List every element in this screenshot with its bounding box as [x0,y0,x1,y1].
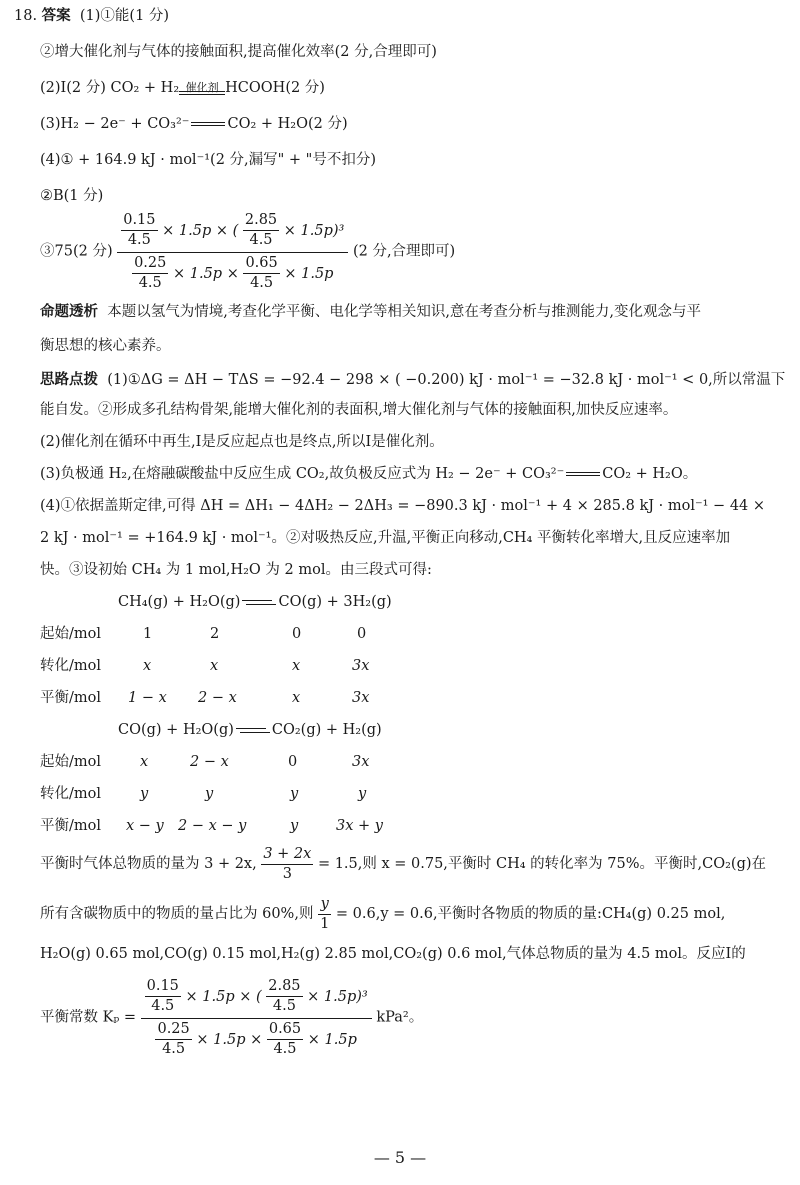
cell: 0 [292,626,302,642]
cell: 2 − x [190,754,229,770]
answer-part-3-right: CO₂ + H₂O(2 分) [227,116,348,132]
expr-text: × 1.5p [307,1031,357,1048]
cell: x − y [126,818,164,834]
cell: y [205,786,214,802]
frac-num: 2.85 [266,978,302,997]
answer-part-4-3-note: (2 分,合理即可) [352,243,456,260]
fraction [318,896,331,934]
cell: 0 [288,754,298,770]
cell: 0 [357,626,367,642]
cell: x [292,658,301,674]
frac-num: 0.15 [121,212,157,231]
cell: 2 − x − y [178,818,247,834]
expr-text: × 1.5p × [172,265,239,282]
row-label: 转化/mol [40,786,102,802]
answer-line-5: (4)① + 164.9 kJ · mol⁻¹(2 分,漏写" + "号不扣分) [40,152,376,168]
frac-num: 2.85 [243,212,279,231]
conclusion-text-4a: 平衡常数 Kₚ = [40,1009,136,1026]
equals-sign [566,472,600,476]
analysis-text-1: 本题以氢气为情境,考查化学平衡、电化学等相关知识,意在考查分析与推测能力,变化观念与平 [107,304,702,320]
frac-den: 4.5 [272,998,296,1015]
equation-2-right: CO₂(g) + H₂(g) [271,722,382,738]
hint-text-3a: (3)负极通 H₂,在熔融碳酸盐中反应生成 CO₂,故负极反应式为 H₂ − 2e⁻ + CO₃²⁻ [40,466,565,482]
frac-den: 3 [282,866,292,883]
hint-line-5: (4)①依据盖斯定律,可得 ΔH = ΔH₁ − 4ΔH₂ − 2ΔH₃ = −890.3 kJ · mol⁻¹ + 4 × 285.8 kJ · mol⁻¹ − 44 × [40,498,766,514]
frac-den: 4.5 [138,275,162,292]
analysis-label: 命题透析 [40,304,98,320]
catalyst-equals-sign [179,82,225,95]
cell: x [140,754,149,770]
answer-part-4-3: ③75(2 分) [40,243,113,260]
frac-num: 0.65 [243,255,279,274]
conclusion-line-3: H₂O(g) 0.65 mol,CO(g) 0.15 mol,H₂(g) 2.85 mol,CO₂(g) 0.6 mol,气体总物质的量为 4.5 mol。反应Ⅰ的 [40,946,746,962]
fraction [261,846,313,884]
analysis-line-2: 衡思想的核心素养。 [40,338,171,354]
equation-1-right: CO(g) + 3H₂(g) [278,594,392,610]
cell: y [290,786,299,802]
hint-label: 思路点拨 [40,372,98,388]
cell: 2 [210,626,220,642]
expr-text: × 1.5p [284,265,334,282]
frac-den: 4.5 [162,1041,186,1058]
hint-text-3b: CO₂ + H₂O。 [602,466,698,482]
conclusion-line-4 [40,978,423,1059]
frac-num: 0.25 [132,255,168,274]
hint-line-2: 能自发。②形成多孔结构骨架,能增大催化剂的表面积,增大催化剂与气体的接触面积,加快反应速率。 [40,402,678,418]
row-label: 起始/mol [40,754,102,770]
cell: 2 − x [198,690,237,706]
frac-den: 4.5 [273,1041,297,1058]
conclusion-line-2 [40,896,725,934]
row-label: 平衡/mol [40,818,102,834]
cell: 3x [352,658,370,674]
expr-text: × 1.5p × ( [185,988,262,1005]
expr-text: × 1.5p)³ [307,988,368,1005]
frac-den: 1 [320,916,330,933]
expr-text: × 1.5p × [196,1031,263,1048]
answer-line-6: ②B(1 分) [40,188,104,204]
frac-num: 0.15 [145,978,181,997]
cell: y [290,818,299,834]
cell: 3x + y [336,818,383,834]
kp-expression [117,212,348,293]
frac-den: 4.5 [151,998,175,1015]
kp-expression-2 [141,978,372,1059]
conclusion-text-4b: kPa²。 [376,1009,424,1026]
answer-line-2: ②增大催化剂与气体的接触面积,提高催化效率(2 分,合理即可) [40,44,437,60]
reversible-arrow [242,598,276,606]
equals-sign [191,122,225,126]
frac-num: y [318,896,331,915]
cell: 3x [352,690,370,706]
cell: y [358,786,367,802]
cell: 1 − x [128,690,167,706]
answer-part-1: (1)①能(1 分) [79,8,170,24]
analysis-line-1 [40,304,701,321]
frac-num: 0.65 [267,1021,303,1040]
answer-line-4 [40,116,348,133]
answer-label: 答案 [41,8,71,24]
cell: y [140,786,149,802]
row-label: 平衡/mol [40,690,102,706]
catalyst-label: 催化剂 [185,80,219,94]
conclusion-text-1a: 平衡时气体总物质的量为 3 + 2x, [40,856,257,873]
answer-line-7 [40,212,455,293]
cell: x [143,658,152,674]
question-number: 18. [14,8,38,24]
equation-2 [118,722,382,739]
hint-line-6: 2 kJ · mol⁻¹ = +164.9 kJ · mol⁻¹。②对吸热反应,升温,平衡正向移动,CH₄ 平衡转化率增大,且反应速率加 [40,530,731,546]
hint-line-3: (2)催化剂在循环中再生,Ⅰ是反应起点也是终点,所以Ⅰ是催化剂。 [40,434,444,450]
hint-text-1: (1)①ΔG = ΔH − TΔS = −92.4 − 298 × ( −0.200) kJ · mol⁻¹ = −32.8 kJ · mol⁻¹ < 0,所以常温下 [107,372,786,388]
conclusion-line-1 [40,846,766,884]
frac-num: 3 + 2x [261,846,313,865]
conclusion-text-2b: = 0.6,y = 0.6,平衡时各物质的物质的量:CH₄(g) 0.25 mol, [335,906,726,923]
page-number: — 5 — [373,1148,427,1167]
cell: 3x [352,754,370,770]
hint-line-4 [40,466,697,483]
cell: x [210,658,219,674]
cell: 1 [143,626,153,642]
frac-den: 4.5 [249,232,273,249]
equation-1-left: CH₄(g) + H₂O(g) [118,594,241,610]
frac-num: 0.25 [155,1021,191,1040]
hint-line-1 [40,372,785,389]
frac-den: 4.5 [127,232,151,249]
answer-part-3-left: (3)H₂ − 2e⁻ + CO₃²⁻ [40,116,190,132]
frac-den: 4.5 [250,275,274,292]
conclusion-text-2a: 所有含碳物质中的物质的量占比为 60%,则 [40,906,314,923]
answer-part-2-right: HCOOH(2 分) [225,80,325,96]
equation-1 [118,594,392,611]
reversible-arrow [236,726,270,734]
expr-text: × 1.5p × ( [162,222,239,239]
equation-2-left: CO(g) + H₂O(g) [118,722,234,738]
answer-part-2-left: (2)Ⅰ(2 分) CO₂ + H₂ [40,80,180,96]
answer-line-1 [14,8,169,25]
conclusion-text-1b: = 1.5,则 x = 0.75,平衡时 CH₄ 的转化率为 75%。平衡时,CO₂(g)在 [317,856,767,873]
row-label: 起始/mol [40,626,102,642]
answer-line-3 [40,80,325,97]
row-label: 转化/mol [40,658,102,674]
expr-text: × 1.5p)³ [283,222,345,239]
cell: x [292,690,301,706]
hint-line-7: 快。③设初始 CH₄ 为 1 mol,H₂O 为 2 mol。由三段式可得: [40,562,432,578]
